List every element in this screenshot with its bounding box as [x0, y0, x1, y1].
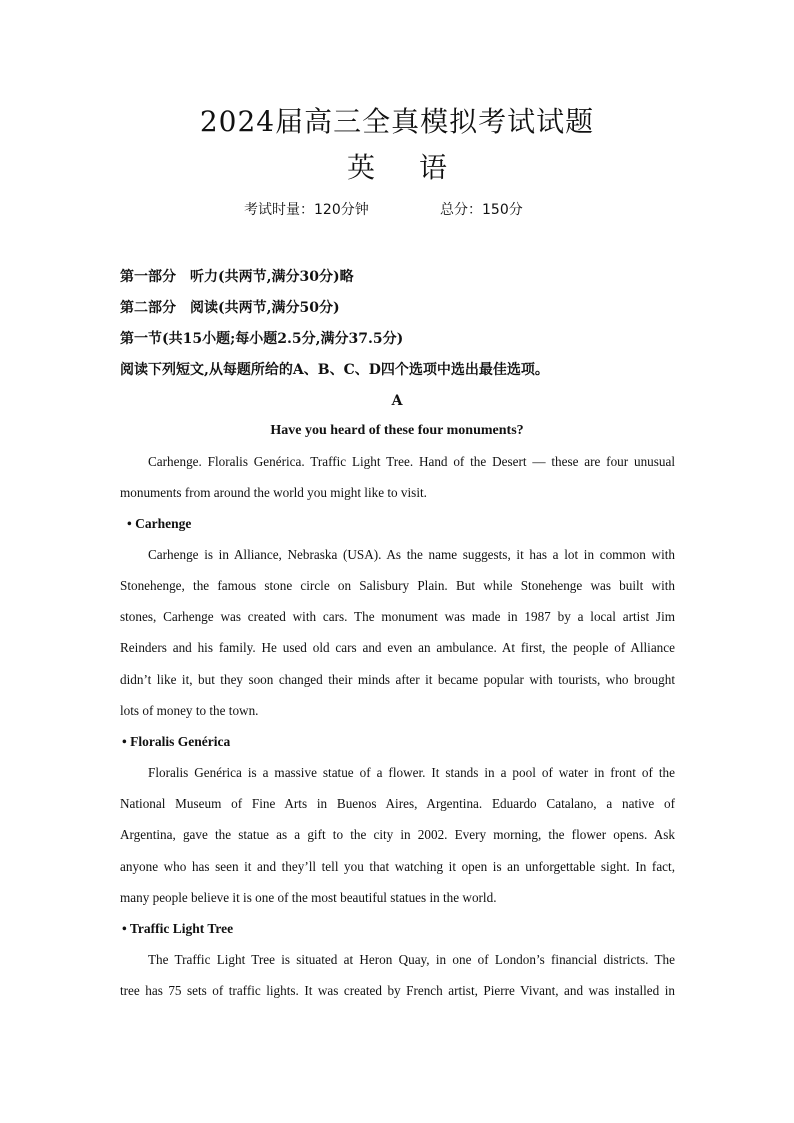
exam-meta [244, 200, 523, 220]
traffic-light-tree-line: The Traffic Light Tree is situated at Heron Quay, in one of London’s financial districts. The [148, 952, 675, 967]
section1-heading: 第一节(共15小题;每小题2.5分,满分37.5分) [120, 331, 404, 347]
passage-letter: A [391, 393, 403, 409]
traffic-light-tree-line: tree has 75 sets of traffic lights. It was created by French artist, Pierre Vivant, and was installed in [120, 983, 675, 998]
floralis-line: Argentina, gave the statue as a gift to the city in 2002. Every morning, the flower opens. Ask [120, 827, 675, 842]
carhenge-line: didn’t like it, but they soon changed their minds after it became popular with tourists, who brought [120, 672, 675, 687]
floralis-line: Floralis Genérica is a massive statue of a flower. It stands in a pool of water in front of the [148, 765, 675, 780]
intro-line: monuments from around the world you might like to visit. [120, 485, 427, 500]
passage-title: Have you heard of these four monuments? [270, 423, 524, 438]
carhenge-line: lots of money to the town. [120, 703, 259, 718]
subject-char-2: 语 [419, 151, 448, 184]
part1-heading: 第一部分 听力(共两节,满分30分)略 [120, 269, 354, 285]
carhenge-line: stones, Carhenge was created with cars. The monument was made in 1987 by a local artist Jim [120, 609, 675, 624]
floralis-heading: • Floralis Genérica [122, 734, 231, 749]
instructions: 阅读下列短文,从每题所给的A、B、C、D四个选项中选出最佳选项。 [120, 362, 549, 378]
exam-time: 考试时量：120分钟 [244, 202, 369, 218]
traffic-light-tree-heading: • Traffic Light Tree [122, 921, 234, 936]
part2-heading: 第二部分 阅读(共两节,满分50分) [120, 300, 340, 316]
subject-heading [0, 150, 794, 186]
exam-title: 2024届高三全真模拟考试试题 [199, 105, 595, 138]
carhenge-line: Reinders and his family. He used old cars and even an ambulance. At first, the people of Alliance [120, 640, 675, 655]
intro-line: Carhenge. Floralis Genérica. Traffic Light Tree. Hand of the Desert — these are four unusual [148, 454, 675, 469]
total-score: 总分：150分 [440, 202, 523, 218]
floralis-line: National Museum of Fine Arts in Buenos Aires, Argentina. Eduardo Catalano, a native of [120, 796, 675, 811]
subject-char-1: 英 [346, 151, 375, 184]
floralis-line: anyone who has seen it and they’ll tell you that watching it open is an unforgettable sight. In fact, [120, 859, 675, 874]
floralis-line: many people believe it is one of the most beautiful statues in the world. [120, 890, 497, 905]
carhenge-line: Carhenge is in Alliance, Nebraska (USA). As the name suggests, it has a lot in common with [148, 547, 675, 562]
carhenge-heading: • Carhenge [127, 516, 192, 531]
carhenge-line: Stonehenge, the famous stone circle on Salisbury Plain. But while Stonehenge was built with [120, 578, 675, 593]
